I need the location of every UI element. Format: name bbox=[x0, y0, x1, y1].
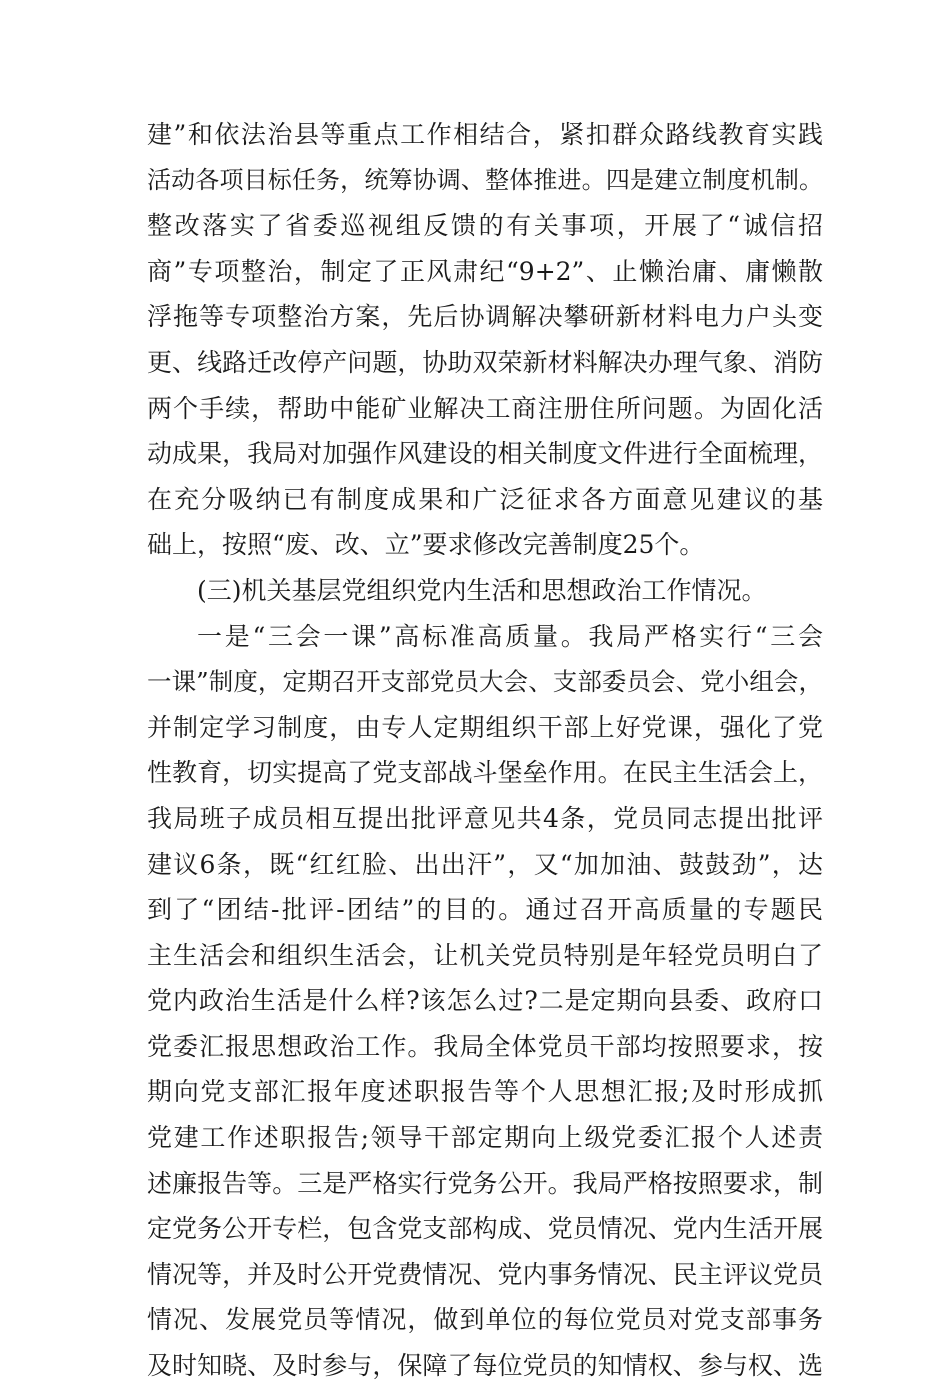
text-line: 性教育，切实提高了党支部战斗堡垒作用。在民主生活会上， bbox=[147, 758, 823, 788]
text-line: 更、线路迁改停产问题，协助双荣新材料解决办理气象、消防 bbox=[147, 347, 823, 377]
text-line: 到了“团结-批评-团结”的目的。通过召开高质量的专题民 bbox=[147, 895, 823, 925]
text-line: 并制定学习制度，由专人定期组织干部上好党课，强化了党 bbox=[147, 712, 823, 742]
text-line: 在充分吸纳已有制度成果和广泛征求各方面意见建议的基 bbox=[147, 484, 823, 514]
document-body bbox=[147, 112, 823, 1389]
section-heading: (三)机关基层党组织党内生活和思想政治工作情况。 bbox=[197, 575, 767, 605]
text-line: 我局班子成员相互提出批评意见共4条，党员同志提出批评 bbox=[147, 803, 823, 833]
text-line: 及时知晓、及时参与，保障了每位党员的知情权、参与权、选 bbox=[147, 1351, 823, 1381]
text-line: 两个手续，帮助中能矿业解决工商注册住所问题。为固化活 bbox=[147, 393, 823, 423]
text-line: 一是“三会一课”高标准高质量。我局严格实行“三会 bbox=[197, 621, 823, 651]
text-line: 情况、发展党员等情况，做到单位的每位党员对党支部事务 bbox=[147, 1305, 823, 1335]
text-line: 动成果，我局对加强作风建设的相关制度文件进行全面梳理， bbox=[147, 439, 823, 469]
text-line: 建议6条，既“红红脸、出出汗”，又“加加油、鼓鼓劲”，达 bbox=[147, 849, 823, 879]
text-line: 情况等，并及时公开党费情况、党内事务情况、民主评议党员 bbox=[147, 1259, 823, 1289]
text-line: 主生活会和组织生活会，让机关党员特别是年轻党员明白了 bbox=[147, 940, 823, 970]
text-line: 期向党支部汇报年度述职报告等个人思想汇报;及时形成抓 bbox=[147, 1077, 823, 1107]
text-line: 述廉报告等。三是严格实行党务公开。我局严格按照要求，制 bbox=[147, 1168, 823, 1198]
text-line: 活动各项目标任务，统筹协调、整体推进。四是建立制度机制。 bbox=[147, 165, 823, 194]
text-line: 党委汇报思想政治工作。我局全体党员干部均按照要求，按 bbox=[147, 1031, 823, 1061]
text-line: 整改落实了省委巡视组反馈的有关事项，开展了“诚信招 bbox=[147, 211, 823, 241]
text-line: 础上，按照“废、改、立”要求修改完善制度25个。 bbox=[147, 530, 705, 560]
text-line: 定党务公开专栏，包含党支部构成、党员情况、党内生活开展 bbox=[147, 1214, 823, 1244]
text-line: 浮拖等专项整治方案，先后协调解决攀研新材料电力户头变 bbox=[147, 302, 823, 332]
text-line: 商”专项整治，制定了正风肃纪“9+2”、止懒治庸、庸懒散 bbox=[147, 256, 823, 286]
text-line: 党建工作述职报告;领导干部定期向上级党委汇报个人述责 bbox=[147, 1123, 823, 1153]
text-line: 党内政治生活是什么样?该怎么过?二是定期向县委、政府口 bbox=[147, 986, 823, 1016]
text-line: 建”和依法治县等重点工作相结合，紧扣群众路线教育实践 bbox=[147, 120, 823, 149]
text-line: 一课”制度，定期召开支部党员大会、支部委员会、党小组会， bbox=[147, 667, 823, 697]
